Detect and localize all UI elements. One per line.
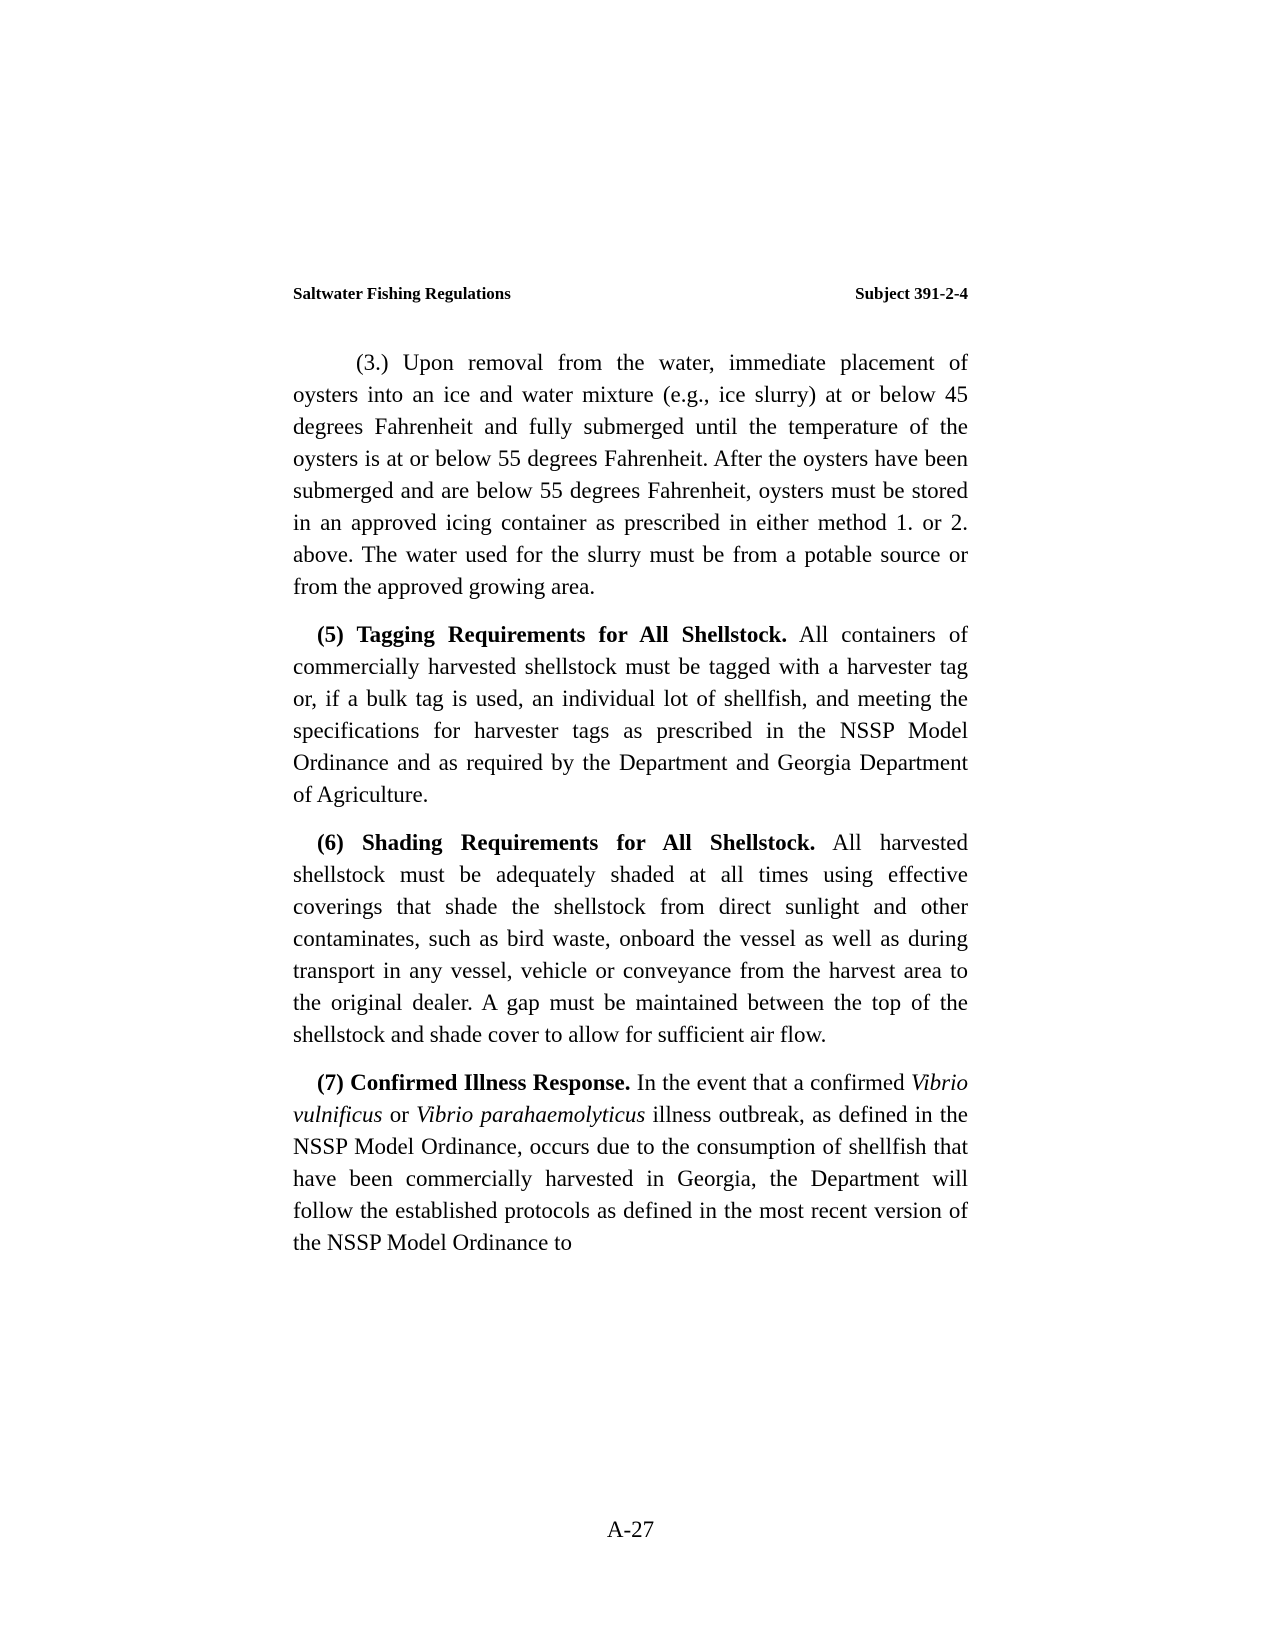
text-run-bold: (5) Tagging Requirements for All Shellstock. bbox=[317, 622, 788, 647]
document-body bbox=[293, 347, 968, 1259]
page-footer bbox=[293, 1514, 968, 1546]
text-run-normal: illness outbreak, as defined in the NSSP Model Ordinance, occurs due to the consumption of shellfish that have been commercially harvested in Georgia, the Department will follow the established protocols as defined in the most recent version of the NSSP Model Ordinance to bbox=[293, 1102, 968, 1255]
paragraph bbox=[293, 619, 968, 811]
text-run-normal: or bbox=[382, 1102, 417, 1127]
running-header bbox=[293, 283, 968, 305]
text-run-normal: (3.) Upon removal from the water, immediate placement of oysters into an ice and water mixture (e.g., ice slurry) at or below 45 degrees Fahrenheit and fully submerged until the temperature of the oysters is at or below 55 degrees Fahrenheit. After the oysters have been submerged and are below 55 degrees Fahrenheit, oysters must be stored in an approved icing container as prescribed in either method 1. or 2. above. The water used for the slurry must be from a potable source or from the approved growing area. bbox=[293, 350, 968, 599]
text-run-normal: All containers of commercially harvested shellstock must be tagged with a harvester tag or, if a bulk tag is used, an individual lot of shellfish, and meeting the specifications for harvester tags as prescribed in the NSSP Model Ordinance and as required by the Department and Georgia Department of Agriculture. bbox=[293, 622, 968, 807]
header-left-title: Saltwater Fishing Regulations bbox=[293, 284, 511, 303]
paragraph bbox=[293, 347, 968, 603]
text-run-italic: Vibrio parahaemolyticus bbox=[416, 1102, 646, 1127]
text-run-italic: Vibrio vulnificus bbox=[293, 1070, 969, 1127]
header-right-subject: Subject 391-2-4 bbox=[855, 284, 968, 303]
paragraph bbox=[293, 1067, 968, 1259]
page-number: A-27 bbox=[606, 1517, 655, 1542]
content-column bbox=[293, 283, 968, 1259]
paragraph bbox=[293, 827, 968, 1051]
text-run-normal: In the event that a confirmed bbox=[630, 1070, 911, 1095]
text-run-normal: All harvested shellstock must be adequately shaded at all times using effective coverings that shade the shellstock from direct sunlight and other contaminates, such as bird waste, onboard the vessel as well as during transport in any vessel, vehicle or conveyance from the harvest area to the original dealer. A gap must be maintained between the top of the shellstock and shade cover to allow for sufficient air flow. bbox=[293, 830, 968, 1047]
text-run-bold: (6) Shading Requirements for All Shellstock. bbox=[317, 830, 816, 855]
text-run-bold: (7) Confirmed Illness Response. bbox=[317, 1070, 631, 1095]
